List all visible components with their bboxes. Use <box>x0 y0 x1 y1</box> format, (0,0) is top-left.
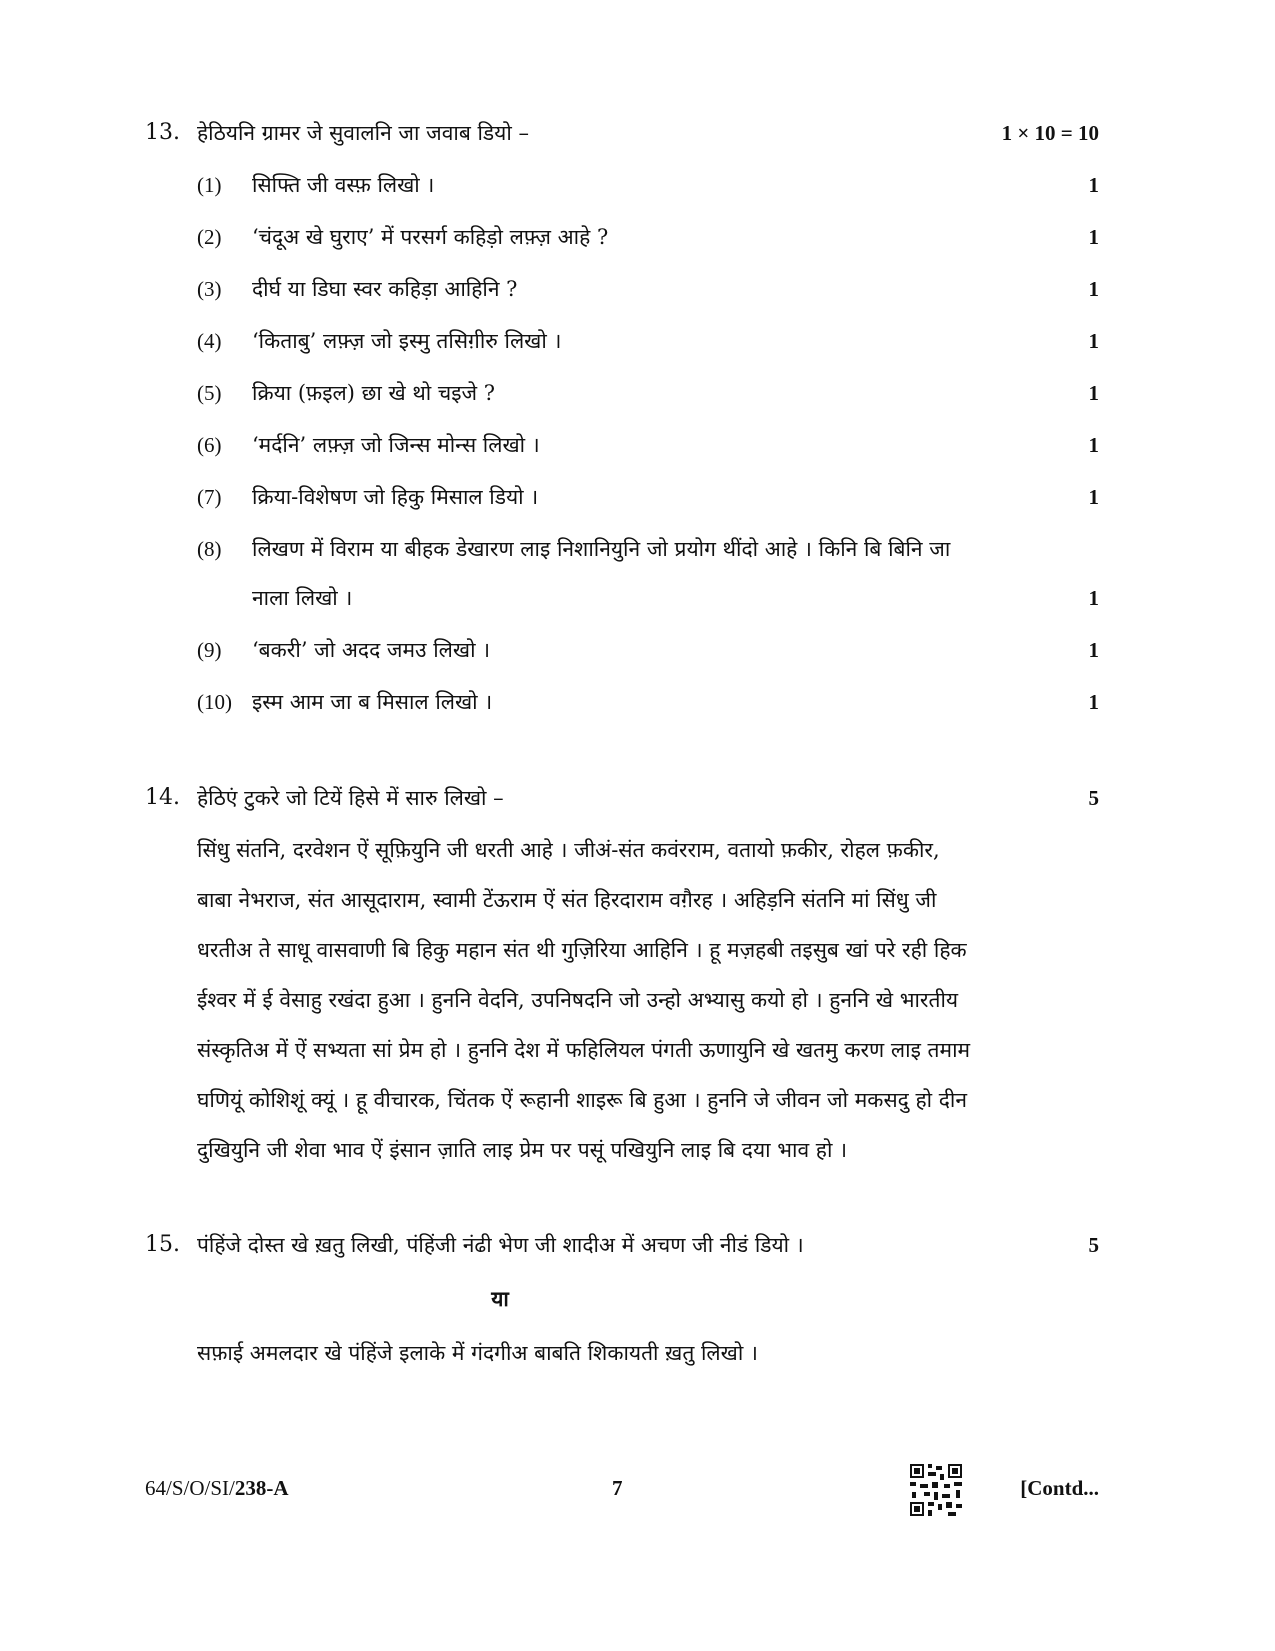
or-label: या <box>491 1286 509 1311</box>
page-number: 7 <box>612 1476 623 1500</box>
sub-question-marks: 1 <box>1088 277 1099 301</box>
sub-question-marks: 1 <box>1088 485 1099 509</box>
sub-question-text: सिफ्ति जी वस्फ़ लिखो । <box>252 173 435 197</box>
question-marks: 5 <box>1088 1233 1099 1257</box>
sub-question-number: (2) <box>197 225 222 249</box>
sub-question-text: ‘मर्दनि’ लफ़्ज़ जो जिन्स मोन्स लिखो । <box>252 433 540 457</box>
sub-question-text: ‘चंदूअ खे घुराए’ में परसर्ग कहिड़ो लफ़्ज़ आहे ? <box>252 225 609 249</box>
sub-question-number: (7) <box>197 485 222 509</box>
passage-line: बाबा नेभराज, संत आसूदाराम, स्वामी टेंऊराम ऐं संत हिरदाराम वग़ैरह । अहिड़नि संतनि मां सिंधु जी <box>197 888 937 912</box>
sub-question-text: क्रिया-विशेषण जो हिकु मिसाल डियो । <box>252 485 539 509</box>
sub-question-marks: 1 <box>1088 433 1099 457</box>
sub-question-number: (6) <box>197 433 222 457</box>
sub-question-marks: 1 <box>1088 638 1099 662</box>
sub-question <box>0 529 1275 569</box>
question-marks: 1 × 10 = 10 <box>1001 121 1099 145</box>
sub-question <box>0 682 1275 722</box>
sub-question-number: (9) <box>197 638 222 662</box>
sub-question-marks: 1 <box>1088 690 1099 714</box>
question-text: पंहिंजे दोस्त खे ख़तु लिखी, पंहिंजी नंढी भेण जी शादीअ में अचण जी नीडं डियो । <box>197 1233 804 1257</box>
sub-question-number: (1) <box>197 173 222 197</box>
question-marks: 5 <box>1088 786 1099 810</box>
sub-question <box>0 165 1275 205</box>
sub-question-text: नाला लिखो । <box>252 586 353 610</box>
question-number: 14. <box>145 785 180 810</box>
sub-question <box>0 269 1275 309</box>
sub-question-text: क्रिया (फ़इल) छा खे थो चइजे ? <box>252 381 496 405</box>
sub-question-text: ‘किताबु’ लफ़्ज़ जो इस्मु तसिग़ीरु लिखो । <box>252 329 562 353</box>
paper-code-prefix: 64/S/O/SI/ <box>145 1476 235 1500</box>
passage <box>197 825 1067 1175</box>
sub-question-text: ‘बकरी’ जो अदद जमउ लिखो । <box>252 638 491 662</box>
sub-question <box>0 477 1275 517</box>
question-number: 15. <box>145 1232 180 1257</box>
passage-line: संस्कृतिअ में ऐं सभ्यता सां प्रेम हो । हुननि देश में फहिलियल पंगती ऊणायुनि खे खतमु करण लाइ तमाम <box>197 1038 971 1062</box>
question-text: हेठियनि ग्रामर जे सुवालनि जा जवाब डियो – <box>197 121 529 145</box>
question-text: हेठिएं टुकरे जो टियें हिसे में सारु लिखो – <box>197 786 504 810</box>
sub-question-number: (5) <box>197 381 222 405</box>
passage-line: धरतीअ ते साधू वासवाणी बि हिकु महान संत थी गुज़िरिया आहिनि । हू मज़हबी तइसुब खां परे रही हिक <box>197 938 967 962</box>
sub-question-marks: 1 <box>1088 225 1099 249</box>
passage-line: घणियूं कोशिशूं क्यूं । हू वीचारक, चिंतक ऐं रूहानी शाइरू बि हुआ । हुननि जे जीवन जो मकसदु हो दीन <box>197 1088 967 1112</box>
sub-question-text: लिखण में विराम या बीहक डेखारण लाइ निशानियुनि जो प्रयोग थींदो आहे । किनि बि बिनि जा <box>252 537 951 561</box>
passage-line: ईश्वर में ई वेसाहु रखंदा हुआ । हुननि वेदनि, उपनिषदनि जो उन्हो अभ्यासु कयो हो । हुननि खे भारतीय <box>197 988 959 1012</box>
question-14-header <box>0 778 1275 818</box>
sub-question <box>0 373 1275 413</box>
question-text: सफ़ाई अमलदार खे पंहिंजे इलाके में गंदगीअ बाबति शिकायती ख़तु लिखो । <box>197 1341 758 1365</box>
continued-label: [Contd... <box>1020 1476 1099 1500</box>
sub-question-number: (4) <box>197 329 222 353</box>
passage-line: सिंधु संतनि, दरवेशन ऐं सूफ़ियुनि जी धरती आहे । जीअं-संत कवंरराम, वतायो फ़कीर, रोहल फ़कीर, <box>197 838 940 862</box>
sub-question-text: दीर्घ या डिघा स्वर कहिड़ा आहिनि ? <box>252 277 518 301</box>
qr-code-icon <box>908 1462 964 1518</box>
question-number: 13. <box>145 120 180 145</box>
sub-question-marks: 1 <box>1088 329 1099 353</box>
question-15-alternative <box>0 1333 1275 1373</box>
sub-question-marks: 1 <box>1088 586 1099 610</box>
sub-question-marks: 1 <box>1088 173 1099 197</box>
sub-question-number: (10) <box>197 690 232 714</box>
sub-question-number: (8) <box>197 537 222 561</box>
sub-question-text: इस्म आम जा ब मिसाल लिखो । <box>252 690 493 714</box>
passage-line: दुखियुनि जी शेवा भाव ऐं इंसान ज़ाति लाइ प्रेम पर पसूं पखियुनि लाइ बि दया भाव हो । <box>197 1138 848 1162</box>
paper-code-number: 238-A <box>234 1476 289 1500</box>
sub-question <box>0 321 1275 361</box>
sub-question-marks: 1 <box>1088 381 1099 405</box>
sub-question-number: (3) <box>197 277 222 301</box>
question-13-header <box>0 113 1275 153</box>
paper-code <box>145 1473 289 1503</box>
question-15-header <box>0 1225 1275 1265</box>
sub-question <box>0 425 1275 465</box>
sub-question <box>0 217 1275 257</box>
sub-question-continuation <box>0 578 1275 618</box>
sub-question <box>0 630 1275 670</box>
